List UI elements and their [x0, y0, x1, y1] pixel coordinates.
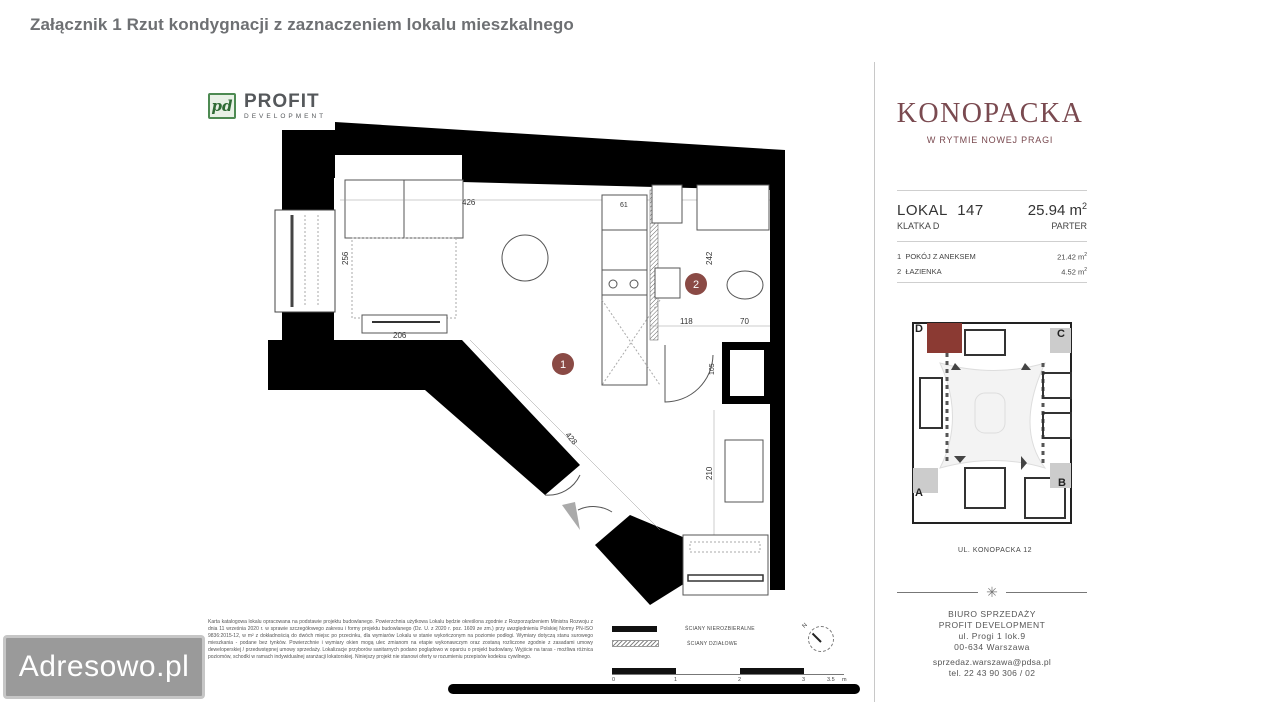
- svg-text:B: B: [1058, 477, 1066, 489]
- svg-text:1: 1: [559, 359, 567, 371]
- room-row: 1 POKÓJ Z ANEKSEM 21.42 $m^2$: [897, 252, 1087, 262]
- svg-text:61: 61: [620, 202, 628, 209]
- north-compass-icon: N: [808, 626, 834, 652]
- watermark-text: Adresowo.pl: [18, 650, 190, 683]
- separator: [1006, 592, 1087, 593]
- svg-text:210: 210: [705, 466, 714, 480]
- separator: [897, 190, 1087, 191]
- svg-text:105: 105: [709, 363, 716, 375]
- svg-text:2: 2: [692, 279, 700, 291]
- staircase-label: KLATKA D: [897, 221, 940, 231]
- legend-label: ŚCIANY NIEROZBIERALNE: [685, 626, 755, 632]
- separator: [897, 282, 1087, 283]
- pd-logo-icon: pd: [208, 93, 236, 119]
- svg-text:118: 118: [680, 317, 693, 326]
- svg-text:428: 428: [563, 430, 579, 447]
- legend: [612, 626, 755, 655]
- office-title: BIURO SPRZEDAŻY: [948, 609, 1036, 619]
- unit-info: [897, 190, 1087, 283]
- sparkle-ornament-icon: ✳: [986, 584, 998, 600]
- developer-subtitle: DEVELOPMENT: [244, 113, 327, 120]
- project-brand: [880, 100, 1100, 145]
- project-name: KONOPACKA: [896, 98, 1084, 129]
- developer-name: PROFIT: [244, 91, 320, 112]
- vertical-divider: [874, 62, 875, 702]
- floor-label: PARTER: [1051, 221, 1087, 231]
- svg-text:242: 242: [705, 251, 714, 265]
- watermark-badge: [3, 635, 205, 699]
- separator: [897, 241, 1087, 242]
- office-phone[interactable]: tel. 22 43 90 306 / 02: [948, 668, 1036, 678]
- floor-plan-drawing: [200, 115, 790, 610]
- svg-text:A: A: [915, 487, 923, 499]
- unit-number: LOKAL 147: [897, 202, 984, 219]
- street-label: UL. KONOPACKA 12: [957, 547, 1032, 554]
- svg-text:70: 70: [740, 317, 749, 326]
- svg-text:C: C: [1057, 328, 1065, 340]
- horizontal-scrollbar[interactable]: [448, 684, 860, 694]
- unit-highlight: [927, 323, 962, 353]
- unit-area: 25.94 $m^2$: [1027, 201, 1087, 219]
- legend-label: ŚCIANY DZIAŁOWE: [687, 640, 738, 647]
- project-tagline: W RYTMIE NOWEJ PRAGI: [926, 135, 1054, 145]
- site-plan-map: [905, 318, 1080, 543]
- separator: [897, 592, 978, 593]
- svg-text:206: 206: [393, 331, 407, 340]
- room-row: 2 ŁAZIENKA 4.52 $m^2$: [897, 266, 1087, 276]
- svg-text:D: D: [915, 323, 923, 335]
- partition-wall-swatch: [612, 640, 659, 647]
- sales-office-contact: [897, 585, 1087, 679]
- office-street: ul. Progi 1 lok.9: [958, 631, 1026, 641]
- svg-text:426: 426: [462, 198, 476, 207]
- page-title: Załącznik 1 Rzut kondygnacji z zaznaczeniem lokalu mieszkalnego: [30, 15, 574, 34]
- disclaimer-text: Karta katalogowa lokalu opracowana na podstawie projektu budowlanego. Powierzchnia użytkowa Lokalu będzie określona zgodnie z Rozporządzeniem Ministra Rozwoju z dnia 11 września 2020 r. w sprawie szczegółowego zakresu i formy projektu budowlanego (Dz. U. z 2020 r. poz. 1609 ze zm.) przy uwzględnieniu Polskiej Normy PN-ISO 9836:2015-12, w m² z dokładnością do dwóch miejsc po przecinku, dla wymiarów Lokalu w stanie wykończonym na poziomie podłogi. Wymiary dotyczą stanu surowego mieszkania - podane bez tynków. Powierzchnie i wymiary okien mogą ulec zmianom na etapie wykonawczym oraz zostaną rozliczone zgodnie z zasadami umowy deweloperskiej / przedwstępnej umowy sprzedaży. Lokalizacje przyborów sanitarnych podano poglądowo w oparciu o projekt budowlany. Wyjście na taras - możliwa różnica poziomów, schodki w ramach indywidualnej aranżacji lokatorskiej. Niniejszy projekt nie stanowi oferty w rozumieniu przepisów kodeksu cywilnego.: [208, 619, 593, 660]
- office-company: PROFIT DEVELOPMENT: [938, 620, 1046, 630]
- scale-bar: 0 1 2 3 3.5 m: [612, 668, 844, 685]
- office-email[interactable]: sprzedaz.warszawa@pdsa.pl: [932, 657, 1052, 667]
- solid-wall-swatch: [612, 626, 657, 632]
- office-city: 00-634 Warszawa: [954, 642, 1030, 652]
- svg-text:256: 256: [341, 251, 350, 265]
